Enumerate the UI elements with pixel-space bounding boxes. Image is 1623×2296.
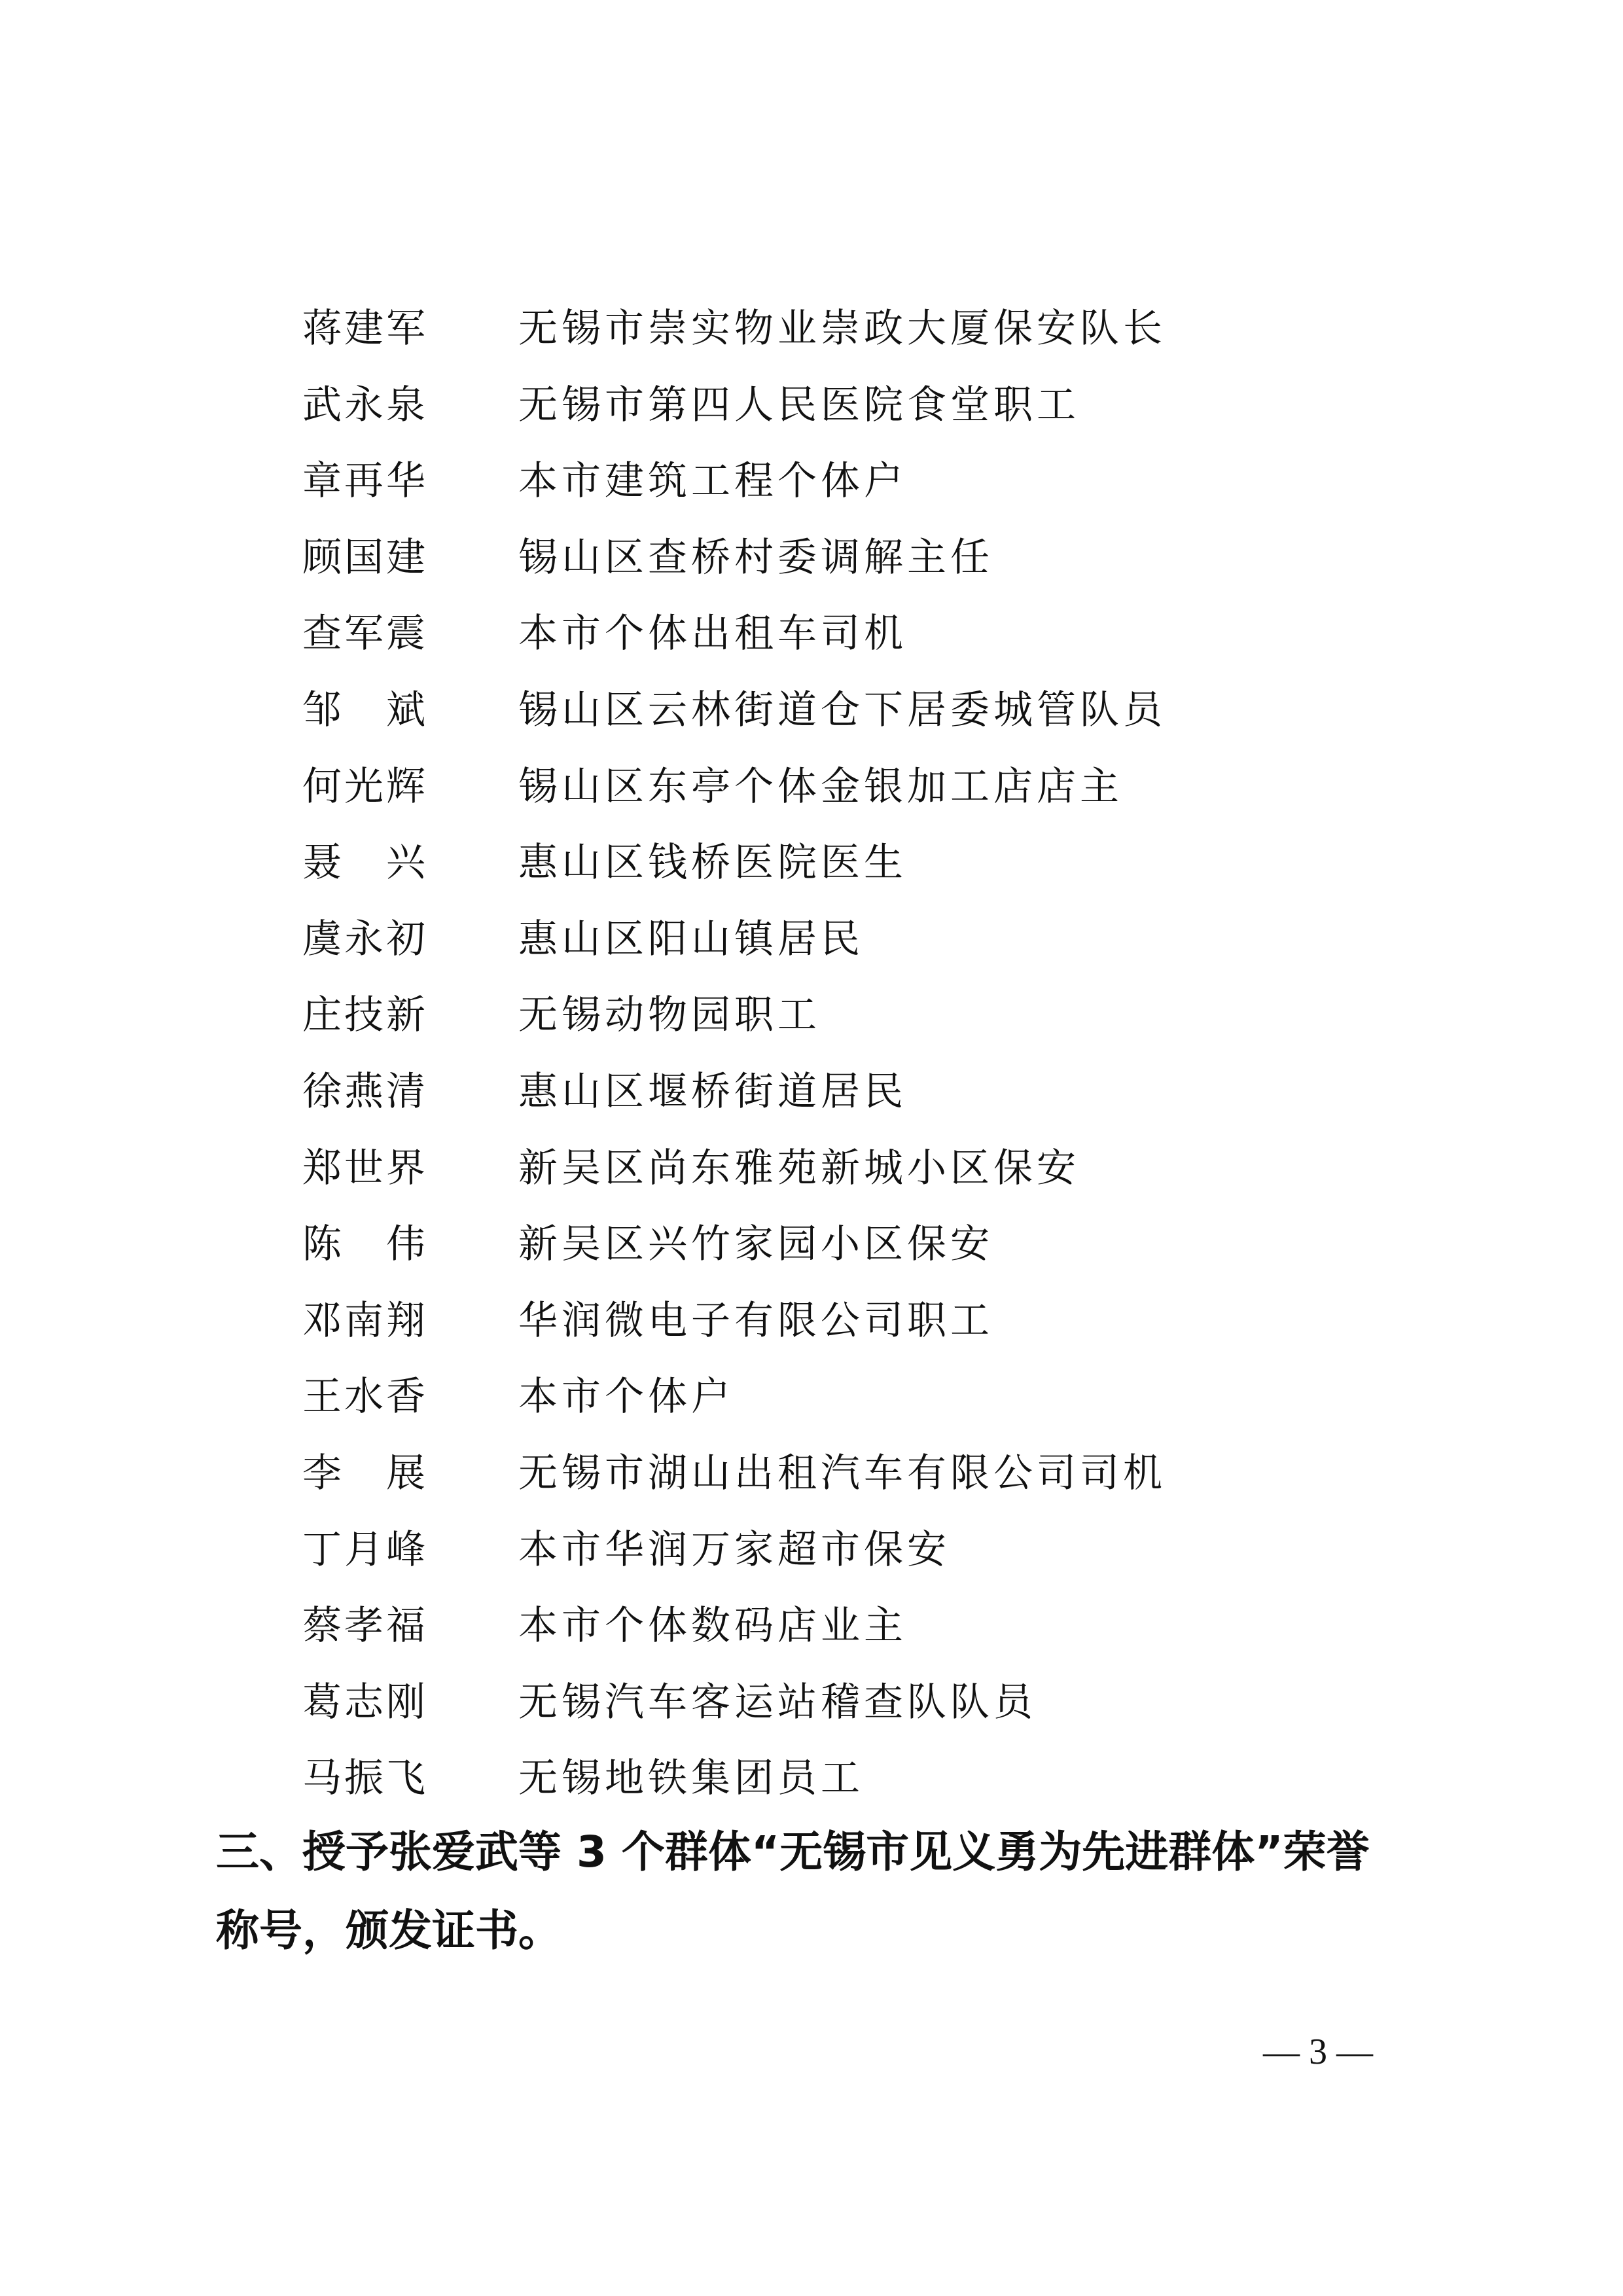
list-item — [302, 302, 1415, 379]
list-item — [302, 1218, 1415, 1295]
honoree-affiliation: 无锡市湖山出租汽车有限公司司机 — [518, 1450, 1166, 1496]
honoree-affiliation: 本市个体数码店业主 — [518, 1603, 907, 1649]
honoree-affiliation: 华润微电子有限公司职工 — [518, 1297, 993, 1344]
honoree-affiliation: 无锡地铁集团员工 — [518, 1755, 864, 1802]
list-item — [302, 1447, 1415, 1524]
honoree-name: 葛志刚 — [302, 1679, 428, 1725]
list-item — [302, 1295, 1415, 1371]
honoree-affiliation: 本市个体户 — [518, 1374, 734, 1420]
honoree-affiliation: 锡山区东亭个体金银加工店店主 — [518, 763, 1123, 810]
list-item — [302, 531, 1415, 608]
honoree-affiliation: 惠山区阳山镇居民 — [518, 916, 864, 962]
list-item — [302, 1524, 1415, 1600]
honoree-name: 虞永初 — [302, 916, 428, 962]
honoree-affiliation: 惠山区钱桥医院医生 — [518, 840, 907, 886]
list-item — [302, 989, 1415, 1066]
honoree-name: 庄技新 — [302, 992, 428, 1039]
honoree-name: 丁月峰 — [302, 1526, 428, 1573]
honoree-name: 蒋建军 — [302, 306, 428, 351]
list-item — [302, 379, 1415, 456]
honoree-name: 李 展 — [302, 1450, 428, 1496]
honoree-affiliation: 锡山区云林街道仓下居委城管队员 — [518, 687, 1166, 733]
honoree-name: 邹 斌 — [302, 687, 428, 733]
honoree-name: 徐燕清 — [302, 1068, 428, 1115]
honoree-name: 聂 兴 — [302, 840, 428, 886]
honoree-affiliation: 无锡市崇实物业崇政大厦保安队长 — [518, 306, 1166, 351]
honoree-name: 武永泉 — [302, 382, 428, 428]
list-item — [302, 1600, 1415, 1676]
list-item — [302, 1142, 1415, 1219]
honoree-name: 王水香 — [302, 1374, 428, 1420]
honoree-affiliation: 无锡汽车客运站稽查队队员 — [518, 1679, 1037, 1725]
honoree-list — [302, 302, 1415, 1829]
honoree-affiliation: 锡山区查桥村委调解主任 — [518, 534, 993, 581]
honoree-affiliation: 本市建筑工程个体户 — [518, 458, 907, 505]
honoree-affiliation: 惠山区堰桥街道居民 — [518, 1068, 907, 1115]
honoree-name: 邓南翔 — [302, 1297, 428, 1344]
list-item — [302, 1066, 1415, 1142]
honoree-affiliation: 本市华润万家超市保安 — [518, 1526, 950, 1573]
honoree-affiliation: 无锡动物园职工 — [518, 992, 821, 1039]
list-item — [302, 1752, 1415, 1829]
list-item — [302, 913, 1415, 990]
list-item — [302, 761, 1415, 837]
honoree-name: 何光辉 — [302, 763, 428, 810]
list-item — [302, 836, 1415, 913]
list-item — [302, 455, 1415, 531]
honoree-affiliation: 无锡市第四人民医院食堂职工 — [518, 382, 1080, 428]
page-number: — 3 — — [1263, 2032, 1373, 2072]
honoree-name: 郑世界 — [302, 1145, 428, 1191]
honoree-affiliation: 本市个体出租车司机 — [518, 611, 907, 657]
honoree-affiliation: 新吴区尚东雅苑新城小区保安 — [518, 1145, 1080, 1191]
honoree-name: 蔡孝福 — [302, 1603, 428, 1649]
resolution-paragraph-line-1: 三、授予张爱武等 3 个群体“无锡市见义勇为先进群体”荣誉 — [216, 1827, 1370, 1877]
honoree-name: 马振飞 — [302, 1755, 428, 1802]
honoree-name: 章再华 — [302, 458, 428, 505]
honoree-affiliation: 新吴区兴竹家园小区保安 — [518, 1221, 993, 1268]
honoree-name: 陈 伟 — [302, 1221, 428, 1268]
honoree-name: 顾国建 — [302, 534, 428, 581]
honoree-name: 查军震 — [302, 611, 428, 657]
list-item — [302, 1676, 1415, 1753]
resolution-paragraph-line-2: 称号，颁发证书。 — [216, 1905, 562, 1956]
list-item — [302, 1371, 1415, 1447]
list-item — [302, 607, 1415, 684]
list-item — [302, 684, 1415, 761]
